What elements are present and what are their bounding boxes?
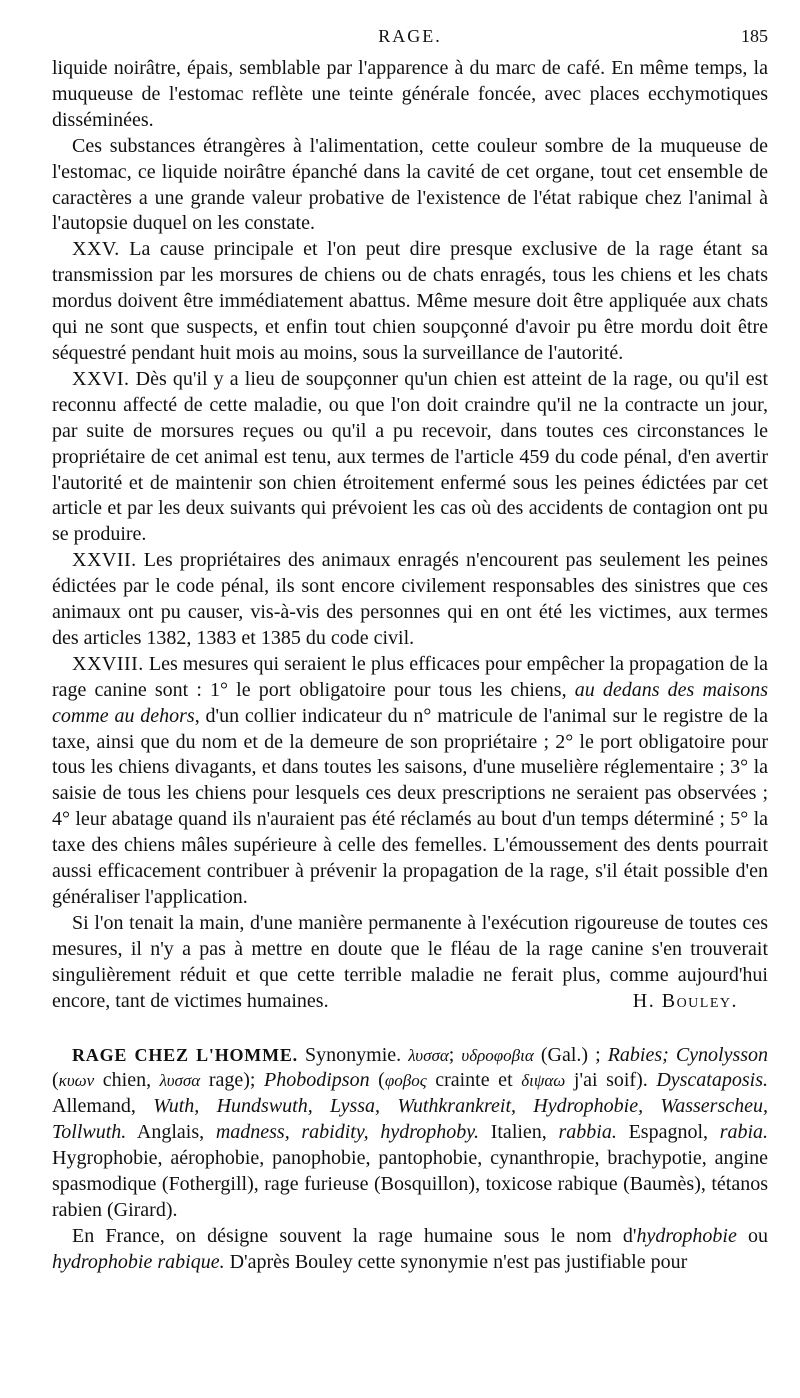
spanish-term: rabia. xyxy=(719,1121,769,1144)
synonymy-label: Synonymie. xyxy=(305,1043,402,1066)
paragraph-text: Les propriétaires des animaux enragés n'encourent pas seulement les peines édictées par le code pénal, ils sont encore civilement responsables des sinistres que ces animaux ont pu causer, vis-à-vis des personnes qui en ont été les victimes, aux termes des articles 1382, 1383 et 1385 du code civil. xyxy=(52,549,768,649)
section-number: XXV. xyxy=(72,238,120,261)
language-label: Allemand, xyxy=(52,1095,136,1118)
language-label: Italien, xyxy=(490,1121,547,1144)
paragraph-xxvi xyxy=(52,367,768,548)
section-number: XXVII. xyxy=(72,549,137,572)
paragraph-text: En France, on désigne souvent la rage humaine sous le nom d' xyxy=(72,1224,637,1247)
paragraph-france xyxy=(52,1224,768,1276)
paragraph-conclusion xyxy=(52,911,768,1015)
text-fragment: crainte et xyxy=(435,1069,513,1092)
synonym-list: Hygrophobie, aérophobie, panophobie, pantophobie, cynanthropie, brachypotie, angine spasmodique (Fothergill), rage furieuse (Bosquillon), toxicose rabique (Baumès), tétanos rabien (Girard). xyxy=(52,1147,768,1221)
paragraph-xxvii xyxy=(52,548,768,652)
running-title: RAGE. xyxy=(378,26,442,46)
author-signature xyxy=(613,989,768,1015)
text-fragment: ou xyxy=(748,1224,768,1247)
section-number: XXVI. xyxy=(72,367,130,390)
greek-term: διψαω xyxy=(521,1071,566,1091)
paragraph-xxviii xyxy=(52,652,768,911)
greek-term: υδροφοβια xyxy=(461,1045,534,1065)
latin-term: Phobodipson xyxy=(264,1069,370,1092)
italic-phrase: au dedans des maisons comme au dehors xyxy=(52,678,769,727)
paragraph-text: D'après Bouley cette synonymie n'est pas justifiable pour xyxy=(229,1250,688,1273)
text-fragment: chien, xyxy=(102,1069,152,1092)
paragraph-text: Les mesures qui seraient le plus efficaces pour empêcher la propagation de la rage canine sont : 1° le port obligatoire pour tous les chiens, xyxy=(52,652,768,701)
section-heading: RAGE CHEZ L'HOMME. xyxy=(72,1044,298,1065)
text-fragment: ; xyxy=(448,1043,455,1066)
language-label: Anglais, xyxy=(136,1121,205,1144)
paragraph-synonymy xyxy=(52,1043,768,1224)
paragraph-text: La cause principale et l'on peut dire presque exclusive de la rage étant sa transmission par les morsures de chiens ou de chats enragés, tous les chiens et les chats mordus doivent être immédiatement abattus. Même mesure doit être appliquée aux chats qui ne sont que suspects, et enfin tout chien soupçonné d'avoir pu être mordu doit être séquestré pendant huit mois au moins, sous la surveillance de l'autorité. xyxy=(52,238,768,364)
page-number: 185 xyxy=(741,26,768,46)
text-fragment: (Gal.) ; xyxy=(540,1043,601,1066)
greek-term: λυσσα xyxy=(408,1045,449,1065)
text-fragment: ( xyxy=(52,1069,59,1092)
paragraph-text: Dès qu'il y a lieu de soupçonner qu'un chien est atteint de la rage, ou qu'il est reconnu affecté de cette maladie, ou que l'on doit craindre qu'il ne la contracte un jour, par suite de morsures reçues ou qu'il a pu recevoir, dans toutes ces circonstances le propriétaire de cet animal est tenu, aux termes de l'article 459 du code pénal, d'en avertir l'autorité et de maintenir son chien étroitement enfermé sous les peines édictées par cet article et par les deux suivants qui prévoient les cas où des accidents de contagion ont pu se produire. xyxy=(52,367,769,546)
german-terms: Wuth, Hundswuth, Lyssa, Wuthkrankreit, Hydrophobie, Wasserscheu, Tollwuth. xyxy=(52,1095,768,1144)
greek-term: λυσσα xyxy=(159,1071,201,1091)
document-page xyxy=(52,22,768,1276)
text-fragment: rage); xyxy=(208,1069,256,1092)
english-terms: madness, rabidity, hydrophoby. xyxy=(215,1121,480,1144)
paragraph-text: liquide noirâtre, épais, semblable par l'apparence à du marc de café. En même temps, la muqueuse de l'estomac reflète une teinte générale foncée, avec places ecchymotiques disséminées. xyxy=(52,57,768,131)
signature-text: H. Bouley. xyxy=(632,989,738,1012)
paragraph-autopsy xyxy=(52,134,768,238)
greek-term: φοβος xyxy=(384,1071,427,1091)
paragraph-text: Ces substances étrangères à l'alimentation, cette couleur sombre de la muqueuse de l'estomac, ce liquide noirâtre épanché dans la cavité de cet organe, tout cet ensemble de caractères a une grande valeur probative de l'existence de l'état rabique chez l'animal à l'autopsie duquel on les constate. xyxy=(52,134,768,235)
latin-term: Dyscataposis. xyxy=(656,1069,768,1092)
section-number: XXVIII. xyxy=(72,652,144,675)
text-fragment: j'ai soif). xyxy=(573,1069,648,1092)
section-spacer xyxy=(52,1015,768,1043)
greek-term: κυων xyxy=(58,1071,95,1091)
italic-term: hydrophobie xyxy=(636,1224,737,1247)
latin-term: Rabies; Cynolysson xyxy=(607,1043,769,1066)
paragraph-continuation xyxy=(52,56,768,134)
text-fragment: ( xyxy=(378,1069,385,1092)
italian-term: rabbia. xyxy=(558,1121,617,1144)
italic-term: hydrophobie rabique. xyxy=(52,1250,225,1273)
page-header xyxy=(52,22,768,56)
paragraph-text: Si l'on tenait la main, d'une manière permanente à l'exécution rigoureuse de toutes ces mesures, il n'y a pas à mettre en doute que le fléau de la rage canine s'en trouverait singulièrement réduit et que cette terrible maladie ne ferait plus, comme aujourd'hui encore, tant de victimes humaines. xyxy=(52,911,768,1012)
paragraph-xxv xyxy=(52,237,768,367)
language-label: Espagnol, xyxy=(628,1121,708,1144)
paragraph-text: , d'un collier indicateur du n° matricule de l'animal sur le registre de la taxe, ainsi que du nom et de la demeure de son propriétaire ; 2° le port obligatoire pour tous les chiens divagants, et dans toutes les saisons, d'une muselière réglementaire ; 3° la saisie de tous les chiens pour lesquels ces deux prescriptions ne seraient pas observées ; 4° leur abatage quand ils n'auraient pas été réclamés au bout d'un temps déterminé ; 5° la taxe des chiens mâles supérieure à celle des femelles. L'émoussement des dents pourrait aussi efficacement contribuer à prévenir la propagation de la rage, s'il était possible d'en généraliser l'application. xyxy=(52,704,768,908)
